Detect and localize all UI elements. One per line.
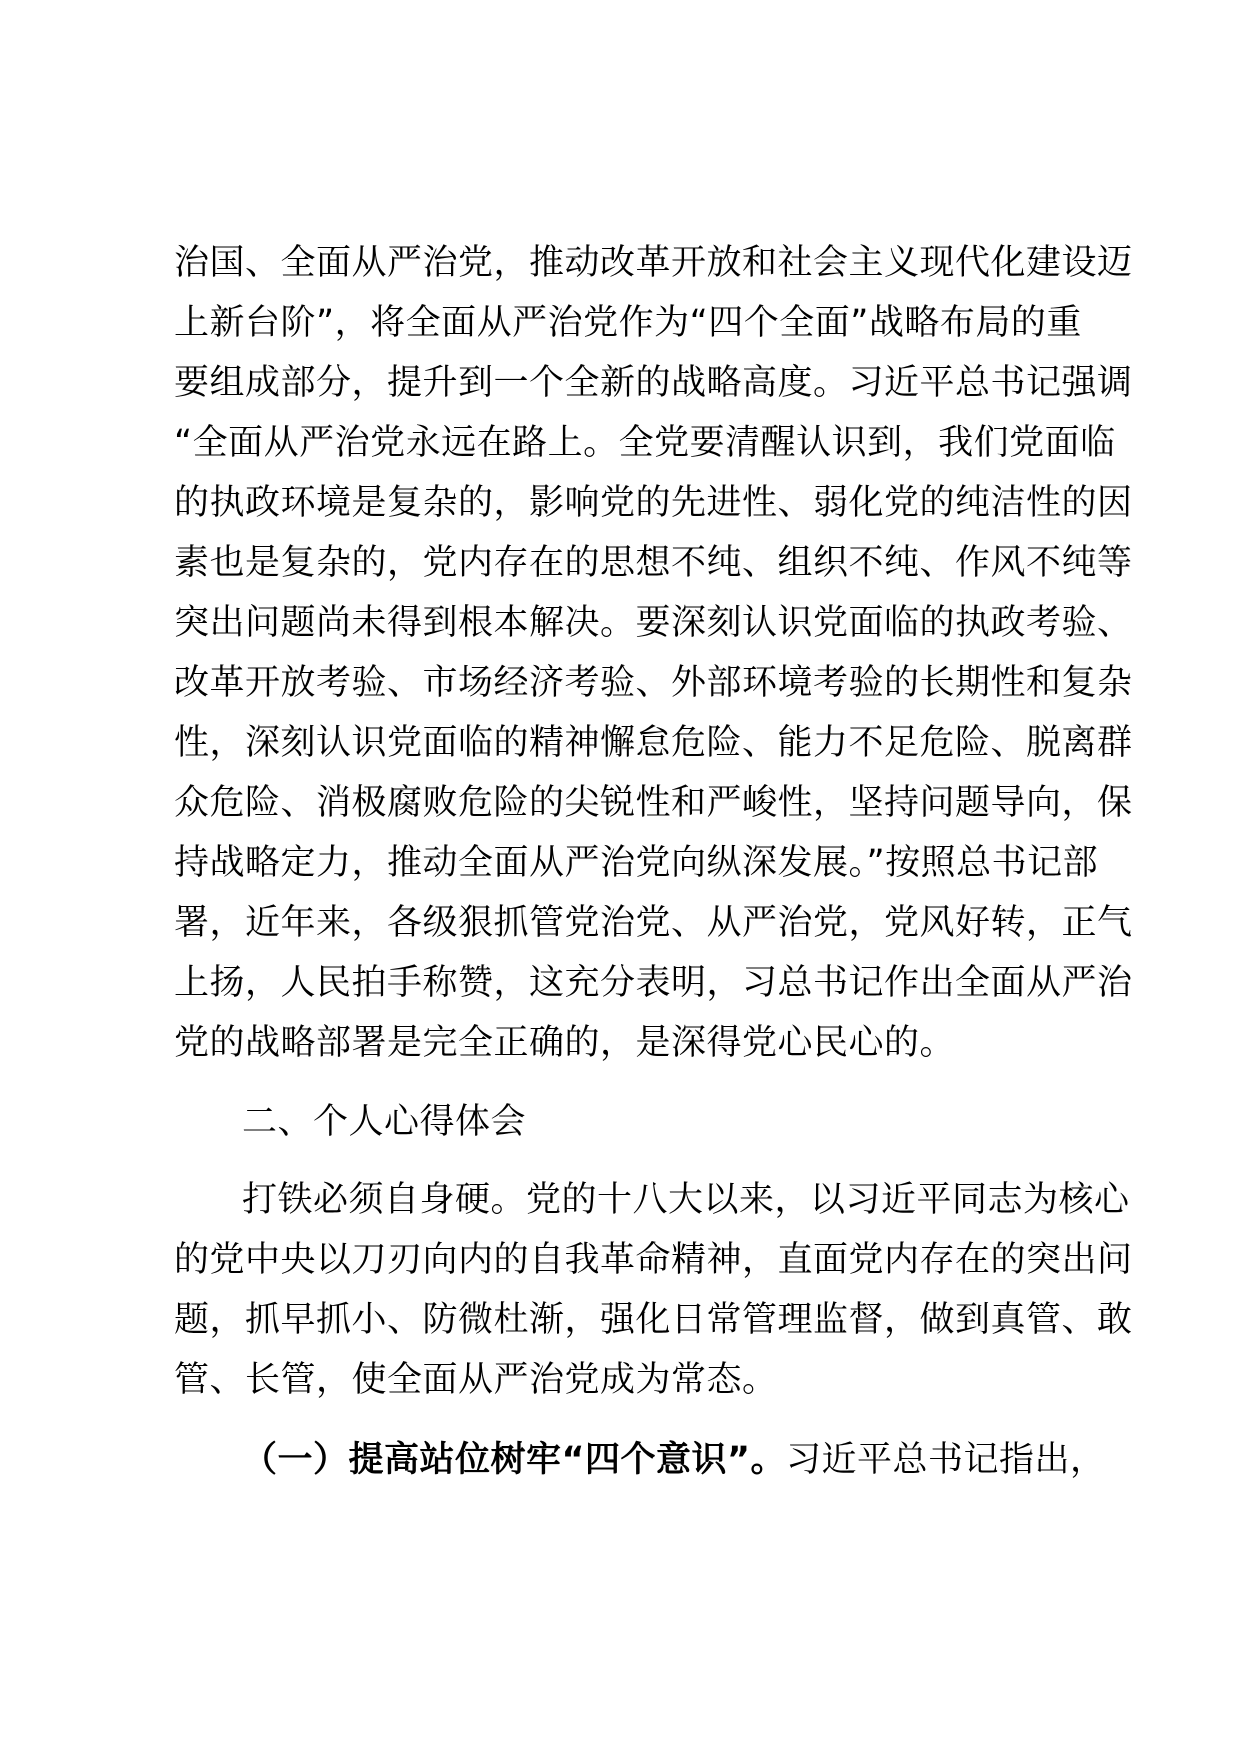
body-text-line: 管、长管，使全面从严治党成为常态。 — [174, 1360, 778, 1400]
body-text-line: 突出问题尚未得到根本解决。要深刻认识党面临的执政考验、 — [174, 603, 1133, 643]
body-text-line: 持战略定力，推动全面从严治党向纵深发展。”按照总书记部 — [174, 843, 1099, 883]
section-heading: 二、个人心得体会 — [242, 1102, 527, 1142]
body-text-line: 党的战略部署是完全正确的，是深得党心民心的。 — [174, 1023, 956, 1063]
sub-heading-title: （一）提高站位树牢“四个意识”。 — [242, 1440, 787, 1480]
body-text-line: 题，抓早抓小、防微杜渐，强化日常管理监督，做到真管、敢 — [174, 1300, 1133, 1340]
sub-heading-text: 习近平总书记指出， — [786, 1440, 1106, 1480]
body-text-line: “全面从严治党永远在路上。全党要清醒认识到，我们党面临 — [174, 423, 1116, 463]
body-text-line: 的执政环境是复杂的，影响党的先进性、弱化党的纯洁性的因 — [174, 483, 1133, 523]
body-text-line: 改革开放考验、市场经济考验、外部环境考验的长期性和复杂 — [174, 663, 1133, 703]
body-text-line: 要组成部分，提升到一个全新的战略高度。习近平总书记强调 — [174, 363, 1133, 403]
body-text-line: 打铁必须自身硬。党的十八大以来，以习近平同志为核心 — [242, 1180, 1130, 1220]
body-text-line: 上新台阶”，将全面从严治党作为“四个全面”战略布局的重 — [174, 303, 1082, 343]
body-text-line: 上扬，人民拍手称赞，这充分表明，习总书记作出全面从严治 — [174, 963, 1133, 1003]
body-text-line: 治国、全面从严治党，推动改革开放和社会主义现代化建设迈 — [174, 243, 1133, 283]
body-text-line: 的党中央以刀刃向内的自我革命精神，直面党内存在的突出问 — [174, 1240, 1133, 1280]
body-text-line: 众危险、消极腐败危险的尖锐性和严峻性，坚持问题导向，保 — [174, 783, 1133, 823]
body-text-line: 素也是复杂的，党内存在的思想不纯、组织不纯、作风不纯等 — [174, 543, 1133, 583]
body-text-line: 性，深刻认识党面临的精神懈怠危险、能力不足危险、脱离群 — [174, 723, 1133, 763]
body-text-line: 署，近年来，各级狠抓管党治党、从严治党，党风好转，正气 — [174, 903, 1133, 943]
sub-heading-line — [242, 1430, 1162, 1490]
